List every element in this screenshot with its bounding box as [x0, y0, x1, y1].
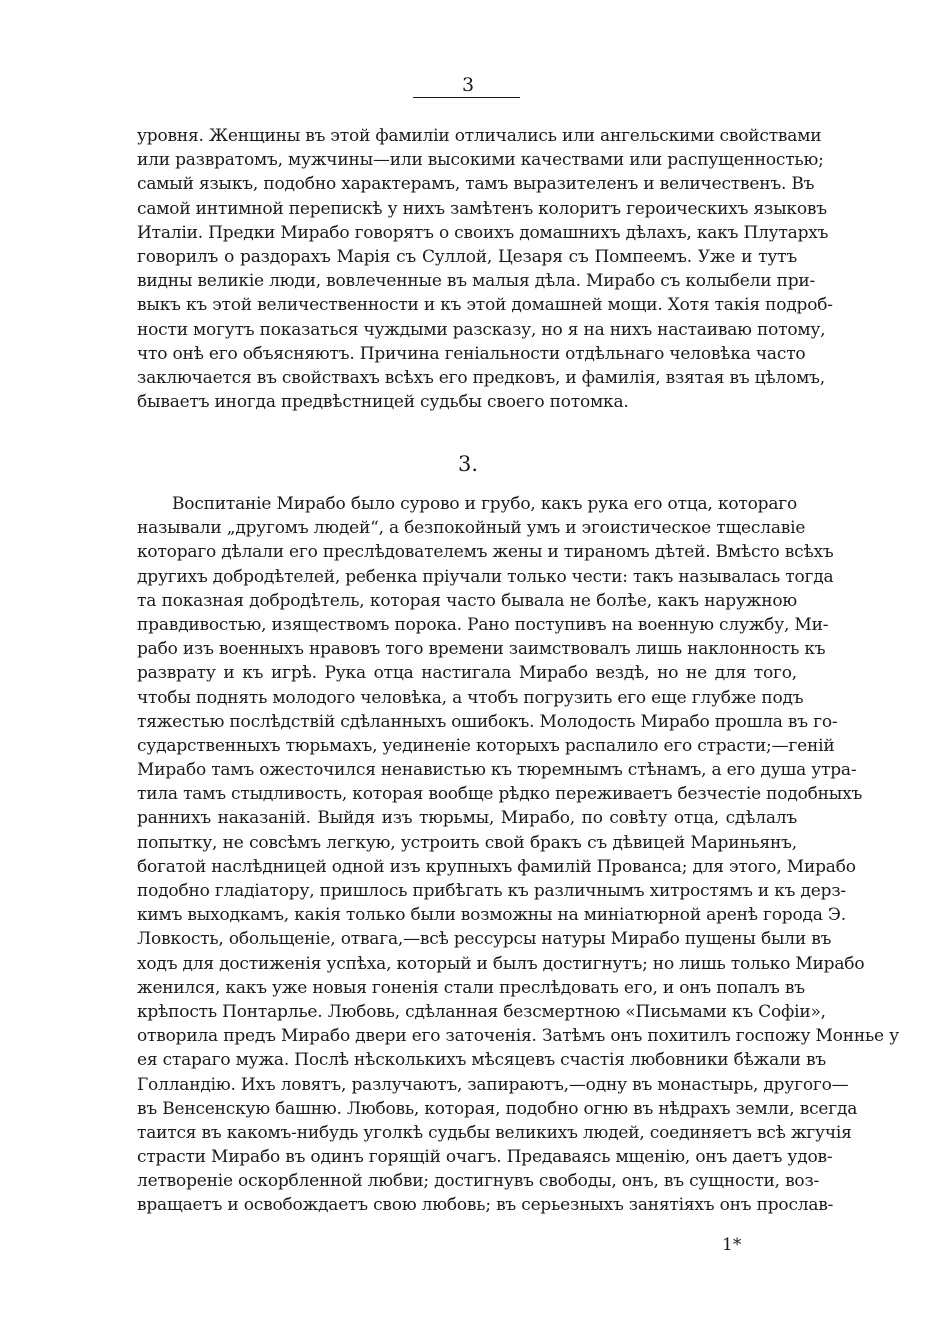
text-line: ности могутъ показаться чуждыми разсказу, но я на нихъ настаиваю потому, [137, 319, 826, 340]
text-line: кимъ выходкамъ, какія только были возможны на миніатюрной аренѣ города Э. [137, 905, 846, 926]
text-line: рабо изъ военныхъ нравовъ того времени заимствовалъ лишь наклонность къ [137, 639, 826, 660]
text-line: та показная добродѣтель, которая часто бывала не болѣе, какъ наружною [137, 590, 797, 611]
text-line: страсти Мирабо въ одинъ горящій очагъ. Предаваясь мщенію, онъ даетъ удов- [137, 1147, 833, 1168]
text-line: таится въ какомъ-нибудь уголкѣ судьбы великихъ людей, соединяетъ всѣ жгучія [137, 1122, 852, 1143]
text-line: летвореніе оскорбленной любви; достигнувъ свободы, онъ, въ сущности, воз- [137, 1171, 820, 1192]
text-line: уровня. Женщины въ этой фамиліи отличались или ангельскими свойствами [137, 126, 822, 146]
text-line: Воспитаніе Мирабо было сурово и грубо, какъ рука его отца, котораго [172, 494, 797, 514]
text-line: попытку, не совсѣмъ легкую, устроить свой бракъ съ дѣвицей Мариньянъ, [137, 832, 797, 853]
text-line: Ловкость, обольщеніе, отвага,—всѣ рессурсы натуры Мирабо пущены были въ [137, 929, 832, 950]
text-line: Голландію. Ихъ ловятъ, разлучаютъ, запираютъ,—одну въ монастырь, другого— [137, 1074, 849, 1095]
text-line: женился, какъ уже новыя гоненія стали преслѣдовать его, и онъ попалъ въ [137, 977, 805, 998]
text-line: раннихъ наказаній. Выйдя изъ тюрьмы, Мирабо, по совѣту отца, сдѣлалъ [137, 808, 797, 829]
text-line: отворила предъ Мирабо двери его заточенія. Затѣмъ онъ похитилъ госпожу Моннье у [137, 1026, 899, 1047]
text-line: видны великіе люди, вовлеченные въ малыя дѣла. Мирабо съ колыбели при- [137, 271, 816, 292]
text-line: крѣпость Понтарлье. Любовь, сдѣланная безсмертною «Письмами къ Софіи», [137, 1001, 826, 1022]
text-line: Италіи. Предки Мирабо говорятъ о своихъ домашнихъ дѣлахъ, какъ Плутархъ [137, 222, 829, 243]
text-line: заключается въ свойствахъ всѣхъ его предковъ, и фамилія, взятая въ цѣломъ, [137, 367, 825, 388]
text-line: Мирабо тамъ ожесточился ненавистью къ тюремнымъ стѣнамъ, а его душа утра- [137, 760, 857, 781]
paragraph-section-3 [137, 492, 899, 1252]
page-number: 3 [461, 74, 475, 96]
header-rule [413, 97, 520, 98]
text-line: сударственныхъ тюрьмахъ, уединеніе которыхъ распалило его страсти;—геній [137, 735, 835, 756]
text-line: богатой наслѣдницей одной изъ крупныхъ фамилій Прованса; для этого, Мирабо [137, 856, 856, 877]
text-line: другихъ добродѣтелей, ребенка пріучали только чести: такъ называлась тогда [137, 566, 834, 587]
section-heading: 3. [457, 452, 479, 476]
text-line: правдивостью, изяществомъ порока. Рано поступивъ на военную службу, Ми- [137, 614, 829, 635]
text-line: ходъ для достиженія успѣха, который и былъ достигнутъ; но лишь только Мирабо [137, 953, 865, 974]
text-line: котораго дѣлали его преслѣдователемъ жены и тираномъ дѣтей. Вмѣсто всѣхъ [137, 542, 834, 563]
text-line: въ Венсенскую башню. Любовь, которая, подобно огню въ нѣдрахъ земли, всегда [137, 1098, 858, 1119]
text-line: чтобы поднять молодого человѣка, а чтобъ погрузить его еще глубже подъ [137, 687, 804, 708]
text-line: называли „другомъ людей“, а безпокойный умъ и эгоистическое тщеславіе [137, 518, 806, 539]
text-line: что онѣ его объясняютъ. Причина геніальности отдѣльнаго человѣка часто [137, 343, 806, 364]
text-line: подобно гладіатору, пришлось прибѣгать къ различнымъ хитростямъ и къ дерз- [137, 881, 846, 901]
text-line: тяжестью послѣдствій сдѣланныхъ ошибокъ. Молодость Мирабо прошла въ го- [137, 711, 838, 732]
text-line: или развратомъ, мужчины—или высокими качествами или распущенностью; [137, 150, 824, 171]
text-line: тила тамъ стыдливость, которая вообще рѣдко переживаетъ безчестіе подобныхъ [137, 784, 863, 805]
text-line: говорилъ о раздорахъ Марія съ Суллой, Цезаря съ Помпеемъ. Уже и тутъ [137, 246, 797, 267]
text-line: бываетъ иногда предвѣстницей судьбы своего потомка. [137, 392, 629, 413]
signature-mark: 1* [722, 1235, 742, 1255]
text-line: самый языкъ, подобно характерамъ, тамъ выразителенъ и величественъ. Въ [137, 174, 815, 195]
text-line: вращаетъ и освобождаетъ свою любовь; въ серьезныхъ занятіяхъ онъ прослав- [137, 1195, 834, 1216]
text-line: выкъ къ этой величественности и къ этой домашней мощи. Хотя такія подроб- [137, 295, 833, 316]
text-line: ея стараго мужа. Послѣ нѣсколькихъ мѣсяцевъ счастія любовники бѣжали въ [137, 1050, 826, 1071]
text-line: самой интимной перепискѣ у нихъ замѣтенъ колоритъ героическихъ языковъ [137, 198, 827, 219]
paragraph-continuation [137, 124, 833, 414]
text-line: разврату и къ игрѣ. Рука отца настигала Мирабо вездѣ, но не для того, [137, 663, 797, 684]
